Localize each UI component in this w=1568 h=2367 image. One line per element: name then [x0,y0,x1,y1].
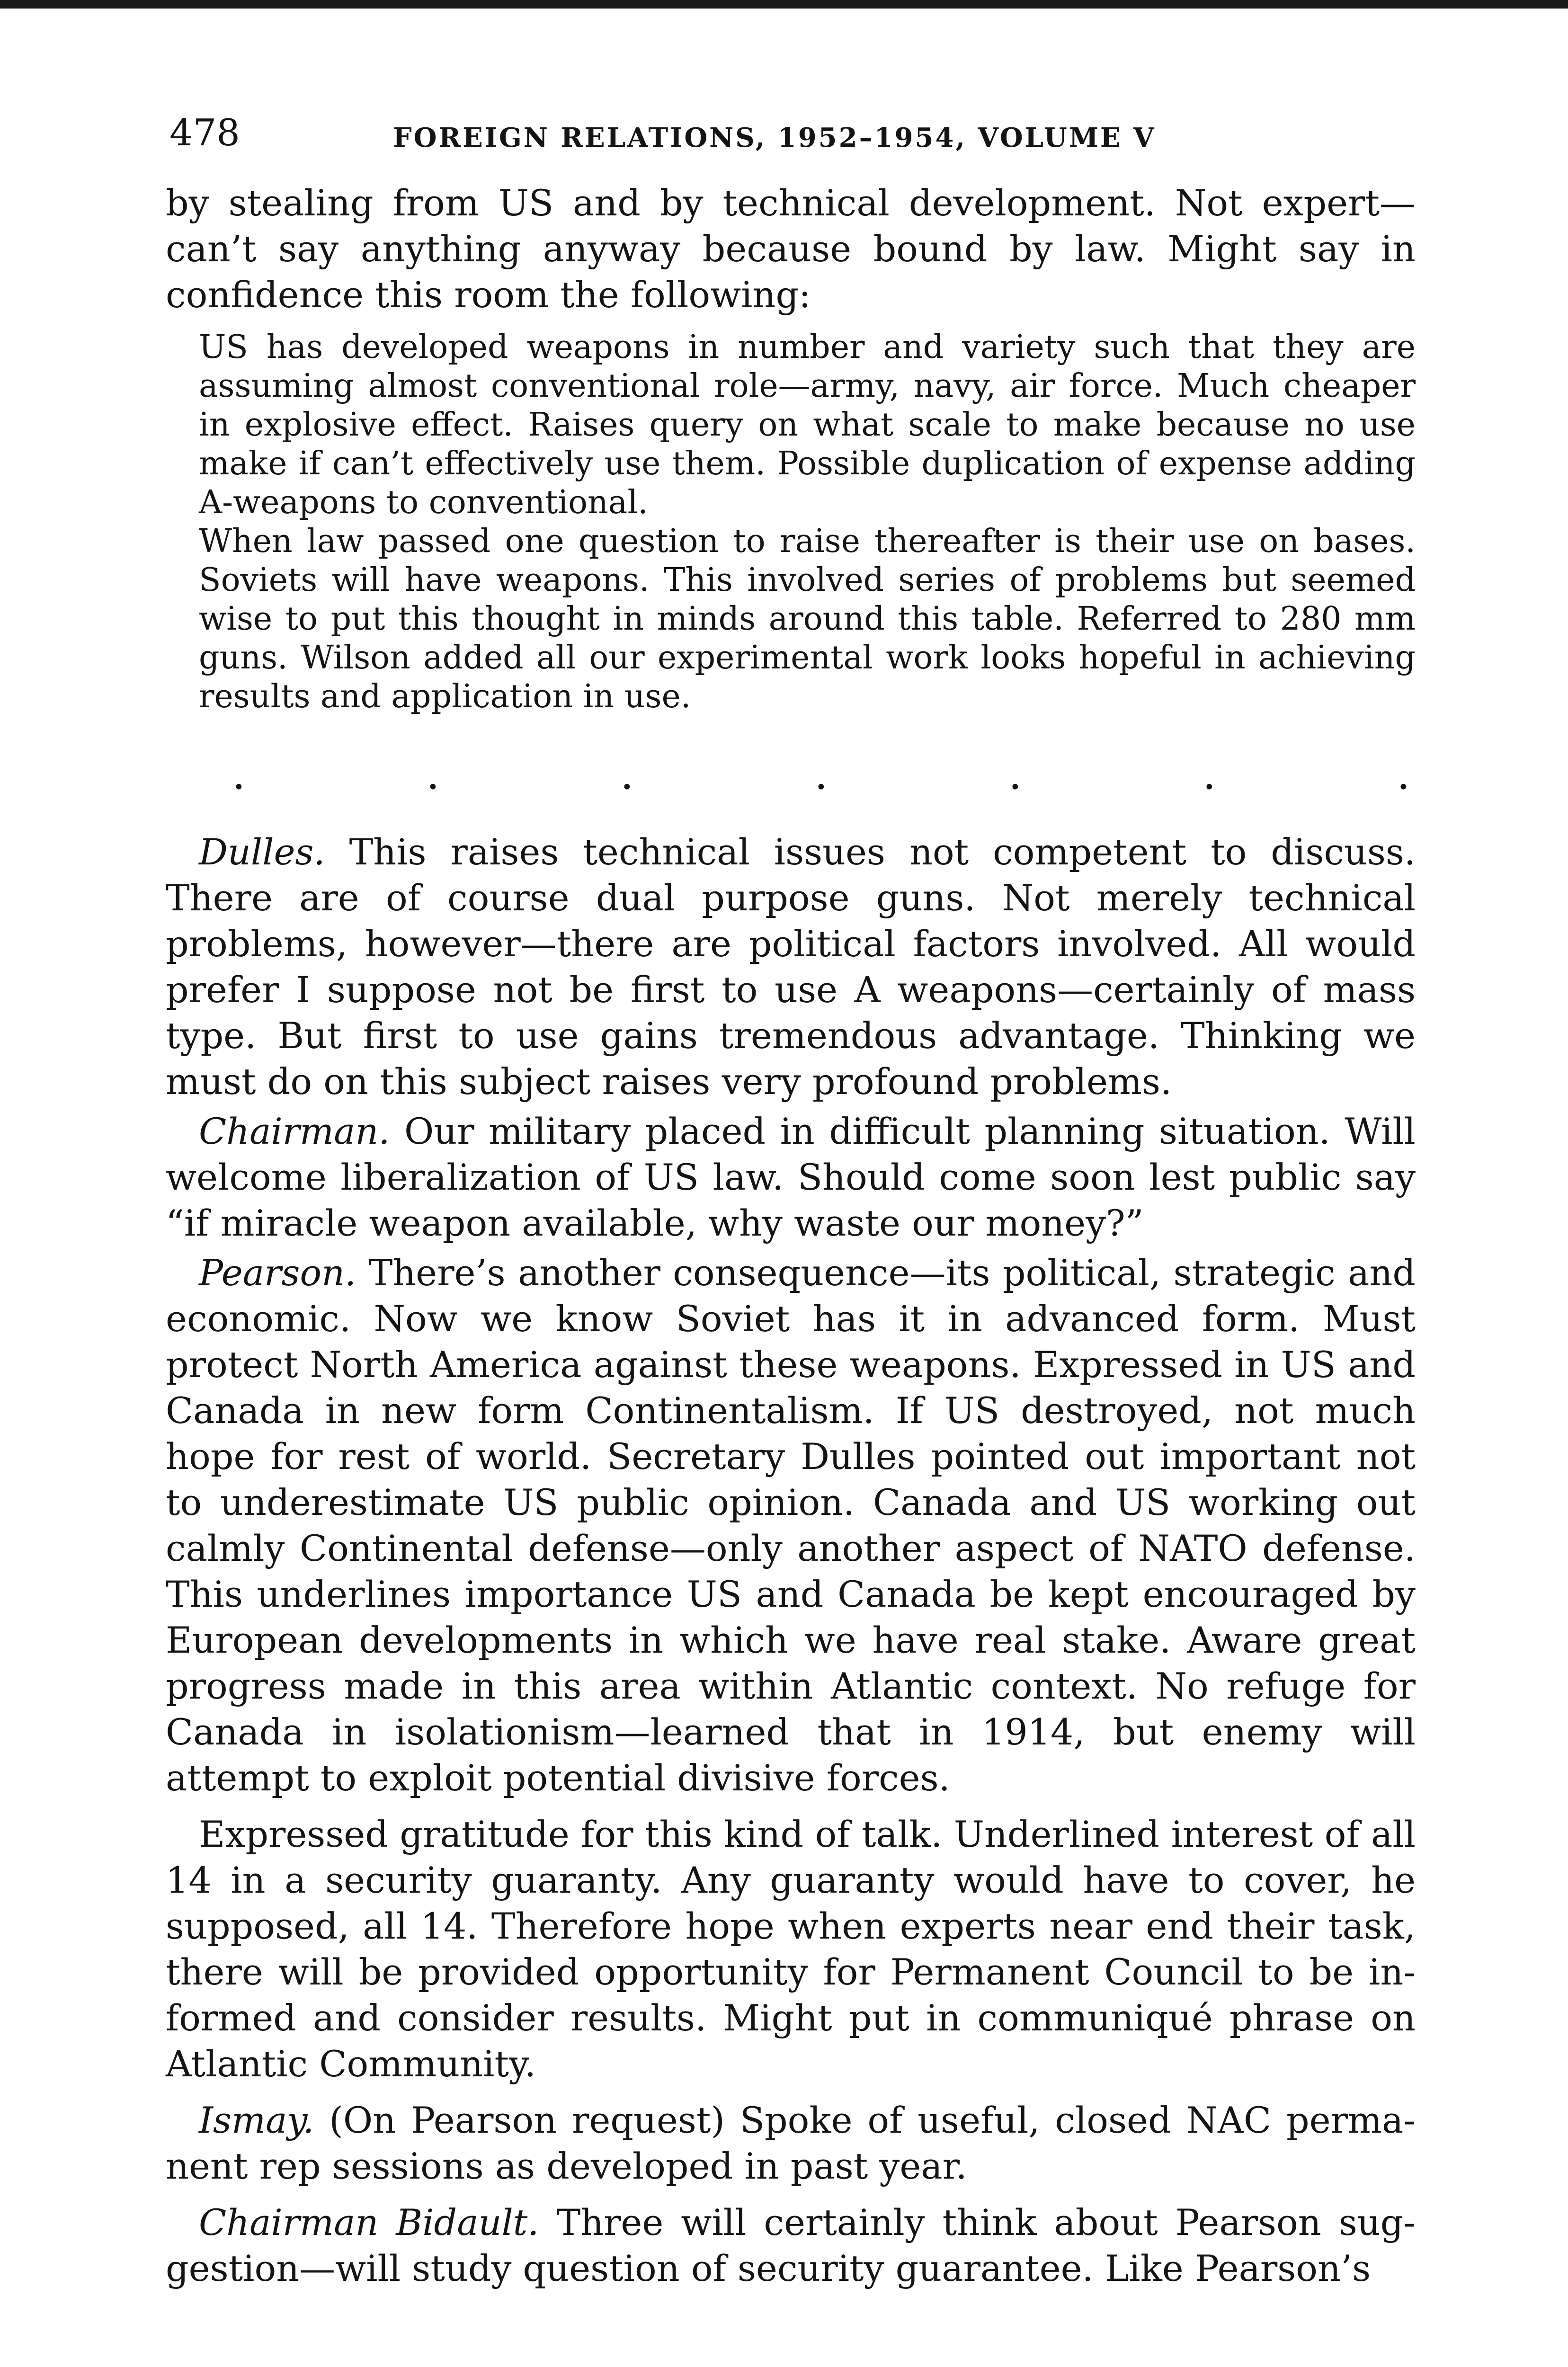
document-page [166,112,1416,2291]
ellipsis-dot: . [426,749,440,799]
speaker-name: Dulles. [199,831,325,873]
remark-text: (On Pearson request) Spoke of useful, closed NAC permanent rep sessions as developed in past year. [166,2099,1416,2187]
page-number: 478 [169,112,240,154]
remark-pearson-continued [166,1811,1416,2087]
ellipsis-dot: . [814,749,828,799]
remark-chairman [166,1108,1416,1246]
ellipsis-dot: . [1203,749,1216,799]
speaker-name: Ismay. [199,2099,314,2141]
top-edge-rule [0,0,1568,9]
quoted-paragraph-2: When law passed one question to raise thereafter is their use on bases. Soviets will have weapons. This involved series of problems but seemed wise to put this thought in minds around this table. Referred to 280 mm guns. Wilson added all our experimental work looks hopeful in achieving results and application in use. [199,523,1416,715]
remark-chairman-bidault [166,2199,1416,2291]
remark-ismay [166,2097,1416,2189]
remark-text: Our military placed in difficult planning situation. Will welcome liberalization of US law. Should come soon lest public say “if miracle weapon available, why waste our money?” [166,1110,1416,1244]
speaker-name: Pearson. [199,1252,356,1294]
remark-dulles [166,829,1416,1104]
remark-text: Three will certainly think about Pearson suggestion—will study question of security guarantee. Like Pearson’s [166,2201,1416,2289]
ellipsis-dot: . [1397,749,1410,799]
remark-pearson [166,1250,1416,1801]
ellipsis-dot: . [620,749,634,799]
ellipsis-dot: . [232,749,246,799]
quoted-statement [166,328,1416,716]
opening-paragraph: by stealing from US and by technical development. Not expert—can’t say anything anyway because bound by law. Might say in confidence this room the following: [166,182,1416,316]
running-header [166,112,1416,169]
ellipsis-omission [166,749,1416,799]
remark-text: Expressed gratitude for this kind of talk. Underlined interest of all 14 in a security guaranty. Any guaranty would have to cover, he supposed, all 14. Therefore hope when experts near end their task, there will be provided opportunity for Permanent Council to be informed and consider results. Might put in communiqué phrase on Atlantic Community. [166,1813,1416,2085]
quoted-paragraph-1: US has developed weapons in number and variety such that they are assuming almost conventional role—army, navy, air force. Much cheaper in explosive effect. Raises query on what scale to make because no use make if can’t effectively use them. Possible duplication of expense adding A-weapons to conventional. [199,329,1416,521]
speaker-name: Chairman. [199,1110,390,1152]
remark-text: There’s another consequence—its political, strategic and economic. Now we know Soviet has it in advanced form. Must protect North America against these weapons. Expressed in US and Canada in new form Continentalism. If US destroyed, not much hope for rest of world. Secretary Dulles pointed out important not to underestimate US public opinion. Canada and US working out calmly Continental defense—only another aspect of NATO defense. This underlines importance US and Canada be kept encouraged by European developments in which we have real stake. Aware great progress made in this area within Atlantic context. No refuge for Canada in isolationism—learned that in 1914, but enemy will attempt to exploit potential divisive forces. [166,1252,1416,1799]
remark-text: This raises technical issues not competent to discuss. There are of course dual purpose guns. Not merely technical problems, however—there are political factors involved. All would prefer I suppose not be first to use A weapons—certainly of mass type. But first to use gains tremendous advantage. Thinking we must do on this subject raises very profound problems. [166,831,1416,1103]
ellipsis-dot: . [1008,749,1022,799]
speaker-name: Chairman Bidault. [199,2201,539,2243]
running-title: FOREIGN RELATIONS, 1952–1954, VOLUME V [393,122,1156,153]
